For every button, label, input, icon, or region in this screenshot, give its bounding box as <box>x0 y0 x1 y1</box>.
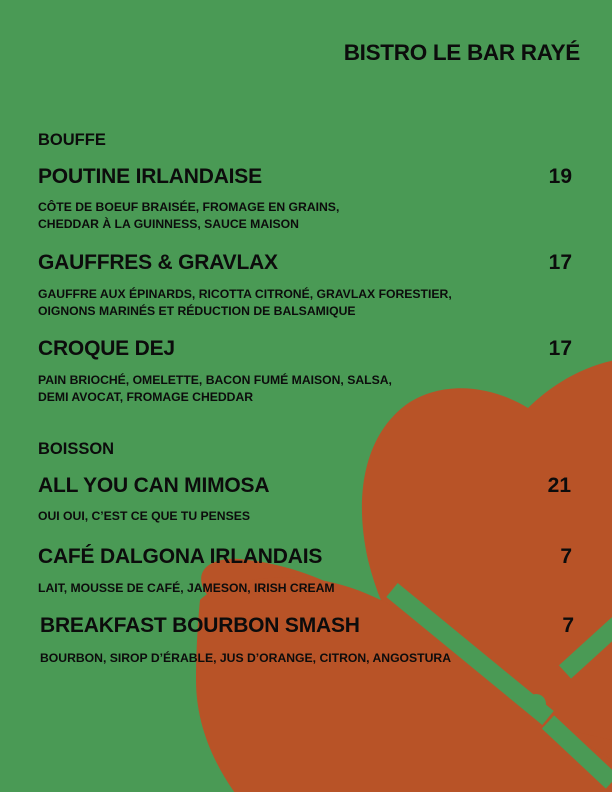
section-heading: BOUFFE <box>38 131 106 149</box>
menu-item-description: CÔTE DE BOEUF BRAISÉE, FROMAGE EN GRAINS, <box>38 200 340 214</box>
menu-item-name: ALL YOU CAN MIMOSA <box>38 474 270 497</box>
menu-item-price: 17 <box>548 337 572 360</box>
menu-item-description: OUI OUI, C’EST CE QUE TU PENSES <box>38 509 250 523</box>
menu-item-price: 17 <box>548 251 572 274</box>
menu-item-name: BREAKFAST BOURBON SMASH <box>40 614 360 637</box>
menu-item-description: CHEDDAR À LA GUINNESS, SAUCE MAISON <box>38 217 299 231</box>
menu-item-name: CROQUE DEJ <box>38 337 175 360</box>
menu-item-description: DEMI AVOCAT, FROMAGE CHEDDAR <box>38 390 254 404</box>
menu-item-description: OIGNONS MARINÉS ET RÉDUCTION DE BALSAMIQUE <box>38 304 356 318</box>
menu-item-name: GAUFFRES & GRAVLAX <box>38 251 278 274</box>
menu-item-description: PAIN BRIOCHÉ, OMELETTE, BACON FUMÉ MAISON, SALSA, <box>38 373 392 387</box>
menu-item-description: LAIT, MOUSSE DE CAFÉ, JAMESON, IRISH CREAM <box>38 581 335 595</box>
menu-item-price: 21 <box>547 474 571 497</box>
menu-item-price: 7 <box>560 545 572 568</box>
menu-item-name: POUTINE IRLANDAISE <box>38 165 262 188</box>
menu-item-description: BOURBON, SIROP D’ÉRABLE, JUS D’ORANGE, CITRON, ANGOSTURA <box>40 651 452 665</box>
menu-item-description: GAUFFRE AUX ÉPINARDS, RICOTTA CITRONÉ, GRAVLAX FORESTIER, <box>38 287 452 301</box>
menu-item-name: CAFÉ DALGONA IRLANDAIS <box>38 545 323 568</box>
menu-item-price: 19 <box>548 165 572 188</box>
menu-item-price: 7 <box>562 614 574 637</box>
section-heading: BOISSON <box>38 440 115 458</box>
restaurant-name: BISTRO LE BAR RAYÉ <box>343 40 580 65</box>
